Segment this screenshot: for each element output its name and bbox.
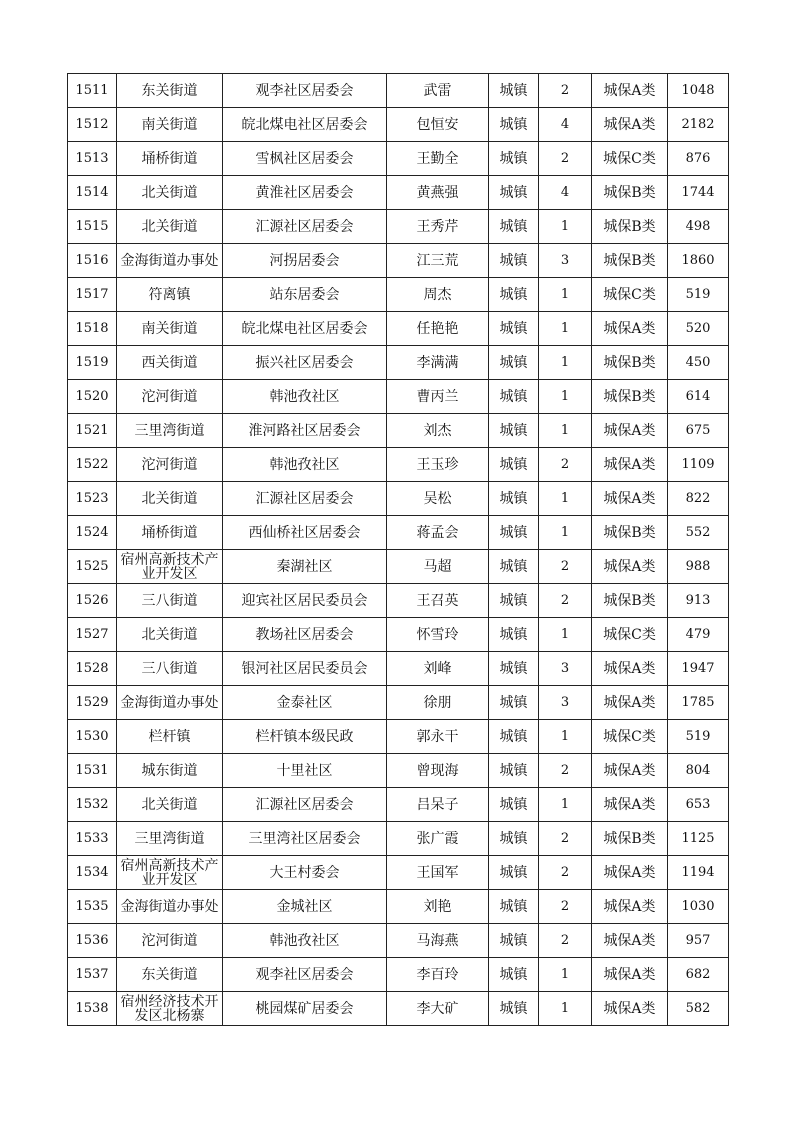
cell-area-type: 城镇 xyxy=(489,74,539,108)
cell-street: 三八街道 xyxy=(117,652,223,686)
cell-area-type: 城镇 xyxy=(489,210,539,244)
table-row xyxy=(68,958,729,992)
cell-person-name: 任艳艳 xyxy=(387,312,489,346)
cell-committee: 振兴社区居委会 xyxy=(223,346,387,380)
cell-committee: 秦湖社区 xyxy=(223,550,387,584)
cell-area-type: 城镇 xyxy=(489,550,539,584)
cell-area-type: 城镇 xyxy=(489,584,539,618)
cell-street: 北关街道 xyxy=(117,788,223,822)
cell-category: 城保A类 xyxy=(592,312,668,346)
cell-committee: 汇源社区居委会 xyxy=(223,210,387,244)
cell-person-name: 怀雪玲 xyxy=(387,618,489,652)
cell-amount: 876 xyxy=(668,142,729,176)
cell-street: 北关街道 xyxy=(117,618,223,652)
cell-area-type: 城镇 xyxy=(489,618,539,652)
table-row xyxy=(68,482,729,516)
cell-household-count: 2 xyxy=(539,584,592,618)
cell-serial-number: 1532 xyxy=(68,788,117,822)
cell-person-name: 马海燕 xyxy=(387,924,489,958)
cell-person-name: 郭永干 xyxy=(387,720,489,754)
cell-street: 三里湾街道 xyxy=(117,414,223,448)
table-row xyxy=(68,788,729,822)
cell-person-name: 曾现海 xyxy=(387,754,489,788)
cell-category: 城保A类 xyxy=(592,890,668,924)
cell-street: 埇桥街道 xyxy=(117,142,223,176)
cell-committee: 韩池孜社区 xyxy=(223,924,387,958)
cell-amount: 1947 xyxy=(668,652,729,686)
cell-serial-number: 1523 xyxy=(68,482,117,516)
cell-amount: 957 xyxy=(668,924,729,958)
cell-committee: 银河社区居民委员会 xyxy=(223,652,387,686)
cell-category: 城保A类 xyxy=(592,958,668,992)
records-table xyxy=(67,73,729,1026)
cell-serial-number: 1538 xyxy=(68,992,117,1026)
cell-area-type: 城镇 xyxy=(489,652,539,686)
table-row xyxy=(68,244,729,278)
cell-amount: 988 xyxy=(668,550,729,584)
cell-serial-number: 1533 xyxy=(68,822,117,856)
cell-household-count: 2 xyxy=(539,924,592,958)
cell-category: 城保A类 xyxy=(592,652,668,686)
table-body xyxy=(68,74,729,1026)
cell-committee: 雪枫社区居委会 xyxy=(223,142,387,176)
cell-category: 城保A类 xyxy=(592,856,668,890)
cell-street: 南关街道 xyxy=(117,312,223,346)
cell-household-count: 1 xyxy=(539,618,592,652)
cell-street: 东关街道 xyxy=(117,74,223,108)
cell-category: 城保A类 xyxy=(592,482,668,516)
table-row xyxy=(68,720,729,754)
cell-area-type: 城镇 xyxy=(489,346,539,380)
cell-household-count: 1 xyxy=(539,278,592,312)
table-row xyxy=(68,754,729,788)
cell-category: 城保B类 xyxy=(592,822,668,856)
cell-person-name: 李百玲 xyxy=(387,958,489,992)
table-row xyxy=(68,142,729,176)
table-row xyxy=(68,210,729,244)
cell-area-type: 城镇 xyxy=(489,448,539,482)
cell-area-type: 城镇 xyxy=(489,822,539,856)
cell-serial-number: 1535 xyxy=(68,890,117,924)
table-row xyxy=(68,74,729,108)
cell-area-type: 城镇 xyxy=(489,958,539,992)
cell-street: 三八街道 xyxy=(117,584,223,618)
cell-amount: 1860 xyxy=(668,244,729,278)
cell-area-type: 城镇 xyxy=(489,278,539,312)
cell-amount: 450 xyxy=(668,346,729,380)
cell-area-type: 城镇 xyxy=(489,856,539,890)
cell-person-name: 周杰 xyxy=(387,278,489,312)
cell-serial-number: 1511 xyxy=(68,74,117,108)
cell-committee: 迎宾社区居民委员会 xyxy=(223,584,387,618)
cell-amount: 1785 xyxy=(668,686,729,720)
cell-category: 城保A类 xyxy=(592,754,668,788)
cell-household-count: 1 xyxy=(539,516,592,550)
cell-household-count: 4 xyxy=(539,176,592,210)
cell-person-name: 武雷 xyxy=(387,74,489,108)
cell-category: 城保C类 xyxy=(592,720,668,754)
cell-street: 城东街道 xyxy=(117,754,223,788)
cell-category: 城保A类 xyxy=(592,992,668,1026)
cell-amount: 614 xyxy=(668,380,729,414)
cell-person-name: 李满满 xyxy=(387,346,489,380)
table-row xyxy=(68,822,729,856)
cell-serial-number: 1513 xyxy=(68,142,117,176)
cell-serial-number: 1528 xyxy=(68,652,117,686)
cell-serial-number: 1529 xyxy=(68,686,117,720)
table-row xyxy=(68,516,729,550)
cell-street: 沱河街道 xyxy=(117,924,223,958)
cell-person-name: 王秀芹 xyxy=(387,210,489,244)
cell-street: 南关街道 xyxy=(117,108,223,142)
cell-committee: 皖北煤电社区居委会 xyxy=(223,312,387,346)
cell-person-name: 刘峰 xyxy=(387,652,489,686)
cell-area-type: 城镇 xyxy=(489,312,539,346)
cell-amount: 479 xyxy=(668,618,729,652)
table-row xyxy=(68,312,729,346)
cell-area-type: 城镇 xyxy=(489,720,539,754)
cell-amount: 1109 xyxy=(668,448,729,482)
cell-committee: 金泰社区 xyxy=(223,686,387,720)
cell-household-count: 2 xyxy=(539,754,592,788)
cell-committee: 皖北煤电社区居委会 xyxy=(223,108,387,142)
cell-household-count: 2 xyxy=(539,142,592,176)
cell-committee: 十里社区 xyxy=(223,754,387,788)
cell-person-name: 蒋孟会 xyxy=(387,516,489,550)
cell-category: 城保A类 xyxy=(592,74,668,108)
cell-person-name: 王玉珍 xyxy=(387,448,489,482)
cell-committee: 观李社区居委会 xyxy=(223,74,387,108)
cell-person-name: 包恒安 xyxy=(387,108,489,142)
cell-serial-number: 1527 xyxy=(68,618,117,652)
cell-amount: 675 xyxy=(668,414,729,448)
cell-household-count: 1 xyxy=(539,482,592,516)
cell-amount: 520 xyxy=(668,312,729,346)
table-row xyxy=(68,618,729,652)
cell-person-name: 李大矿 xyxy=(387,992,489,1026)
cell-amount: 822 xyxy=(668,482,729,516)
table-row xyxy=(68,380,729,414)
cell-serial-number: 1519 xyxy=(68,346,117,380)
cell-amount: 2182 xyxy=(668,108,729,142)
cell-household-count: 1 xyxy=(539,346,592,380)
cell-amount: 913 xyxy=(668,584,729,618)
cell-serial-number: 1526 xyxy=(68,584,117,618)
cell-area-type: 城镇 xyxy=(489,788,539,822)
cell-person-name: 张广霞 xyxy=(387,822,489,856)
cell-committee: 站东居委会 xyxy=(223,278,387,312)
cell-street: 沱河街道 xyxy=(117,380,223,414)
cell-area-type: 城镇 xyxy=(489,380,539,414)
cell-household-count: 1 xyxy=(539,788,592,822)
cell-committee: 淮河路社区居委会 xyxy=(223,414,387,448)
cell-person-name: 黄燕强 xyxy=(387,176,489,210)
cell-street: 金海街道办事处 xyxy=(117,244,223,278)
cell-household-count: 1 xyxy=(539,720,592,754)
cell-committee: 韩池孜社区 xyxy=(223,448,387,482)
cell-person-name: 刘杰 xyxy=(387,414,489,448)
table-row xyxy=(68,856,729,890)
cell-area-type: 城镇 xyxy=(489,108,539,142)
cell-area-type: 城镇 xyxy=(489,244,539,278)
cell-area-type: 城镇 xyxy=(489,176,539,210)
cell-area-type: 城镇 xyxy=(489,890,539,924)
cell-person-name: 马超 xyxy=(387,550,489,584)
cell-category: 城保B类 xyxy=(592,244,668,278)
table-row xyxy=(68,414,729,448)
table-row xyxy=(68,108,729,142)
cell-household-count: 2 xyxy=(539,856,592,890)
cell-amount: 519 xyxy=(668,720,729,754)
table-row xyxy=(68,652,729,686)
table-row xyxy=(68,992,729,1026)
cell-amount: 653 xyxy=(668,788,729,822)
cell-household-count: 2 xyxy=(539,550,592,584)
cell-street: 北关街道 xyxy=(117,210,223,244)
cell-serial-number: 1520 xyxy=(68,380,117,414)
cell-category: 城保B类 xyxy=(592,516,668,550)
cell-category: 城保C类 xyxy=(592,278,668,312)
cell-street: 三里湾街道 xyxy=(117,822,223,856)
cell-area-type: 城镇 xyxy=(489,482,539,516)
cell-household-count: 2 xyxy=(539,74,592,108)
cell-area-type: 城镇 xyxy=(489,686,539,720)
cell-amount: 552 xyxy=(668,516,729,550)
cell-category: 城保A类 xyxy=(592,108,668,142)
cell-area-type: 城镇 xyxy=(489,924,539,958)
cell-committee: 西仙桥社区居委会 xyxy=(223,516,387,550)
cell-committee: 汇源社区居委会 xyxy=(223,482,387,516)
cell-area-type: 城镇 xyxy=(489,142,539,176)
cell-category: 城保B类 xyxy=(592,346,668,380)
cell-committee: 韩池孜社区 xyxy=(223,380,387,414)
cell-area-type: 城镇 xyxy=(489,992,539,1026)
cell-serial-number: 1537 xyxy=(68,958,117,992)
cell-amount: 1125 xyxy=(668,822,729,856)
cell-category: 城保C类 xyxy=(592,142,668,176)
cell-street: 金海街道办事处 xyxy=(117,686,223,720)
table-row xyxy=(68,550,729,584)
table-row xyxy=(68,686,729,720)
cell-household-count: 3 xyxy=(539,686,592,720)
cell-household-count: 2 xyxy=(539,890,592,924)
cell-category: 城保C类 xyxy=(592,618,668,652)
table-row xyxy=(68,890,729,924)
cell-serial-number: 1517 xyxy=(68,278,117,312)
cell-committee: 汇源社区居委会 xyxy=(223,788,387,822)
cell-household-count: 3 xyxy=(539,244,592,278)
cell-category: 城保A类 xyxy=(592,924,668,958)
cell-household-count: 2 xyxy=(539,822,592,856)
cell-serial-number: 1516 xyxy=(68,244,117,278)
cell-street: 宿州高新技术产业开发区 xyxy=(117,550,223,584)
cell-person-name: 刘艳 xyxy=(387,890,489,924)
cell-committee: 黄淮社区居委会 xyxy=(223,176,387,210)
cell-household-count: 1 xyxy=(539,414,592,448)
cell-household-count: 1 xyxy=(539,958,592,992)
cell-amount: 804 xyxy=(668,754,729,788)
cell-person-name: 江三荒 xyxy=(387,244,489,278)
cell-category: 城保B类 xyxy=(592,176,668,210)
cell-area-type: 城镇 xyxy=(489,516,539,550)
table-row xyxy=(68,176,729,210)
cell-household-count: 1 xyxy=(539,380,592,414)
table-row xyxy=(68,584,729,618)
cell-area-type: 城镇 xyxy=(489,754,539,788)
cell-area-type: 城镇 xyxy=(489,414,539,448)
cell-committee: 教场社区居委会 xyxy=(223,618,387,652)
table-row xyxy=(68,448,729,482)
cell-serial-number: 1525 xyxy=(68,550,117,584)
cell-committee: 观李社区居委会 xyxy=(223,958,387,992)
cell-household-count: 1 xyxy=(539,992,592,1026)
cell-street: 埇桥街道 xyxy=(117,516,223,550)
cell-committee: 桃园煤矿居委会 xyxy=(223,992,387,1026)
cell-amount: 519 xyxy=(668,278,729,312)
cell-serial-number: 1536 xyxy=(68,924,117,958)
cell-person-name: 王勤全 xyxy=(387,142,489,176)
cell-category: 城保A类 xyxy=(592,550,668,584)
cell-serial-number: 1515 xyxy=(68,210,117,244)
cell-street: 西关街道 xyxy=(117,346,223,380)
table-row xyxy=(68,346,729,380)
cell-committee: 大王村委会 xyxy=(223,856,387,890)
cell-street: 北关街道 xyxy=(117,176,223,210)
cell-amount: 1194 xyxy=(668,856,729,890)
cell-serial-number: 1524 xyxy=(68,516,117,550)
cell-street: 栏杆镇 xyxy=(117,720,223,754)
cell-street: 金海街道办事处 xyxy=(117,890,223,924)
cell-household-count: 4 xyxy=(539,108,592,142)
cell-person-name: 吕呆子 xyxy=(387,788,489,822)
cell-serial-number: 1521 xyxy=(68,414,117,448)
cell-street: 符离镇 xyxy=(117,278,223,312)
cell-serial-number: 1518 xyxy=(68,312,117,346)
cell-category: 城保A类 xyxy=(592,686,668,720)
cell-committee: 三里湾社区居委会 xyxy=(223,822,387,856)
cell-committee: 河拐居委会 xyxy=(223,244,387,278)
cell-street: 东关街道 xyxy=(117,958,223,992)
cell-serial-number: 1522 xyxy=(68,448,117,482)
cell-street: 宿州高新技术产业开发区 xyxy=(117,856,223,890)
cell-person-name: 徐朋 xyxy=(387,686,489,720)
cell-amount: 682 xyxy=(668,958,729,992)
cell-person-name: 曹丙兰 xyxy=(387,380,489,414)
cell-household-count: 3 xyxy=(539,652,592,686)
table-row xyxy=(68,278,729,312)
cell-category: 城保B类 xyxy=(592,380,668,414)
cell-household-count: 2 xyxy=(539,448,592,482)
cell-street: 北关街道 xyxy=(117,482,223,516)
cell-person-name: 吴松 xyxy=(387,482,489,516)
table-row xyxy=(68,924,729,958)
cell-street: 宿州经济技术开发区北杨寨 xyxy=(117,992,223,1026)
cell-committee: 栏杆镇本级民政 xyxy=(223,720,387,754)
cell-amount: 1048 xyxy=(668,74,729,108)
cell-serial-number: 1534 xyxy=(68,856,117,890)
cell-category: 城保A类 xyxy=(592,414,668,448)
cell-amount: 1030 xyxy=(668,890,729,924)
cell-category: 城保B类 xyxy=(592,584,668,618)
cell-amount: 498 xyxy=(668,210,729,244)
cell-category: 城保B类 xyxy=(592,210,668,244)
cell-category: 城保A类 xyxy=(592,788,668,822)
cell-serial-number: 1514 xyxy=(68,176,117,210)
cell-household-count: 1 xyxy=(539,312,592,346)
cell-household-count: 1 xyxy=(539,210,592,244)
cell-person-name: 王召英 xyxy=(387,584,489,618)
cell-street: 沱河街道 xyxy=(117,448,223,482)
cell-serial-number: 1531 xyxy=(68,754,117,788)
cell-committee: 金城社区 xyxy=(223,890,387,924)
cell-serial-number: 1512 xyxy=(68,108,117,142)
cell-serial-number: 1530 xyxy=(68,720,117,754)
cell-amount: 1744 xyxy=(668,176,729,210)
cell-person-name: 王国军 xyxy=(387,856,489,890)
cell-category: 城保A类 xyxy=(592,448,668,482)
cell-amount: 582 xyxy=(668,992,729,1026)
